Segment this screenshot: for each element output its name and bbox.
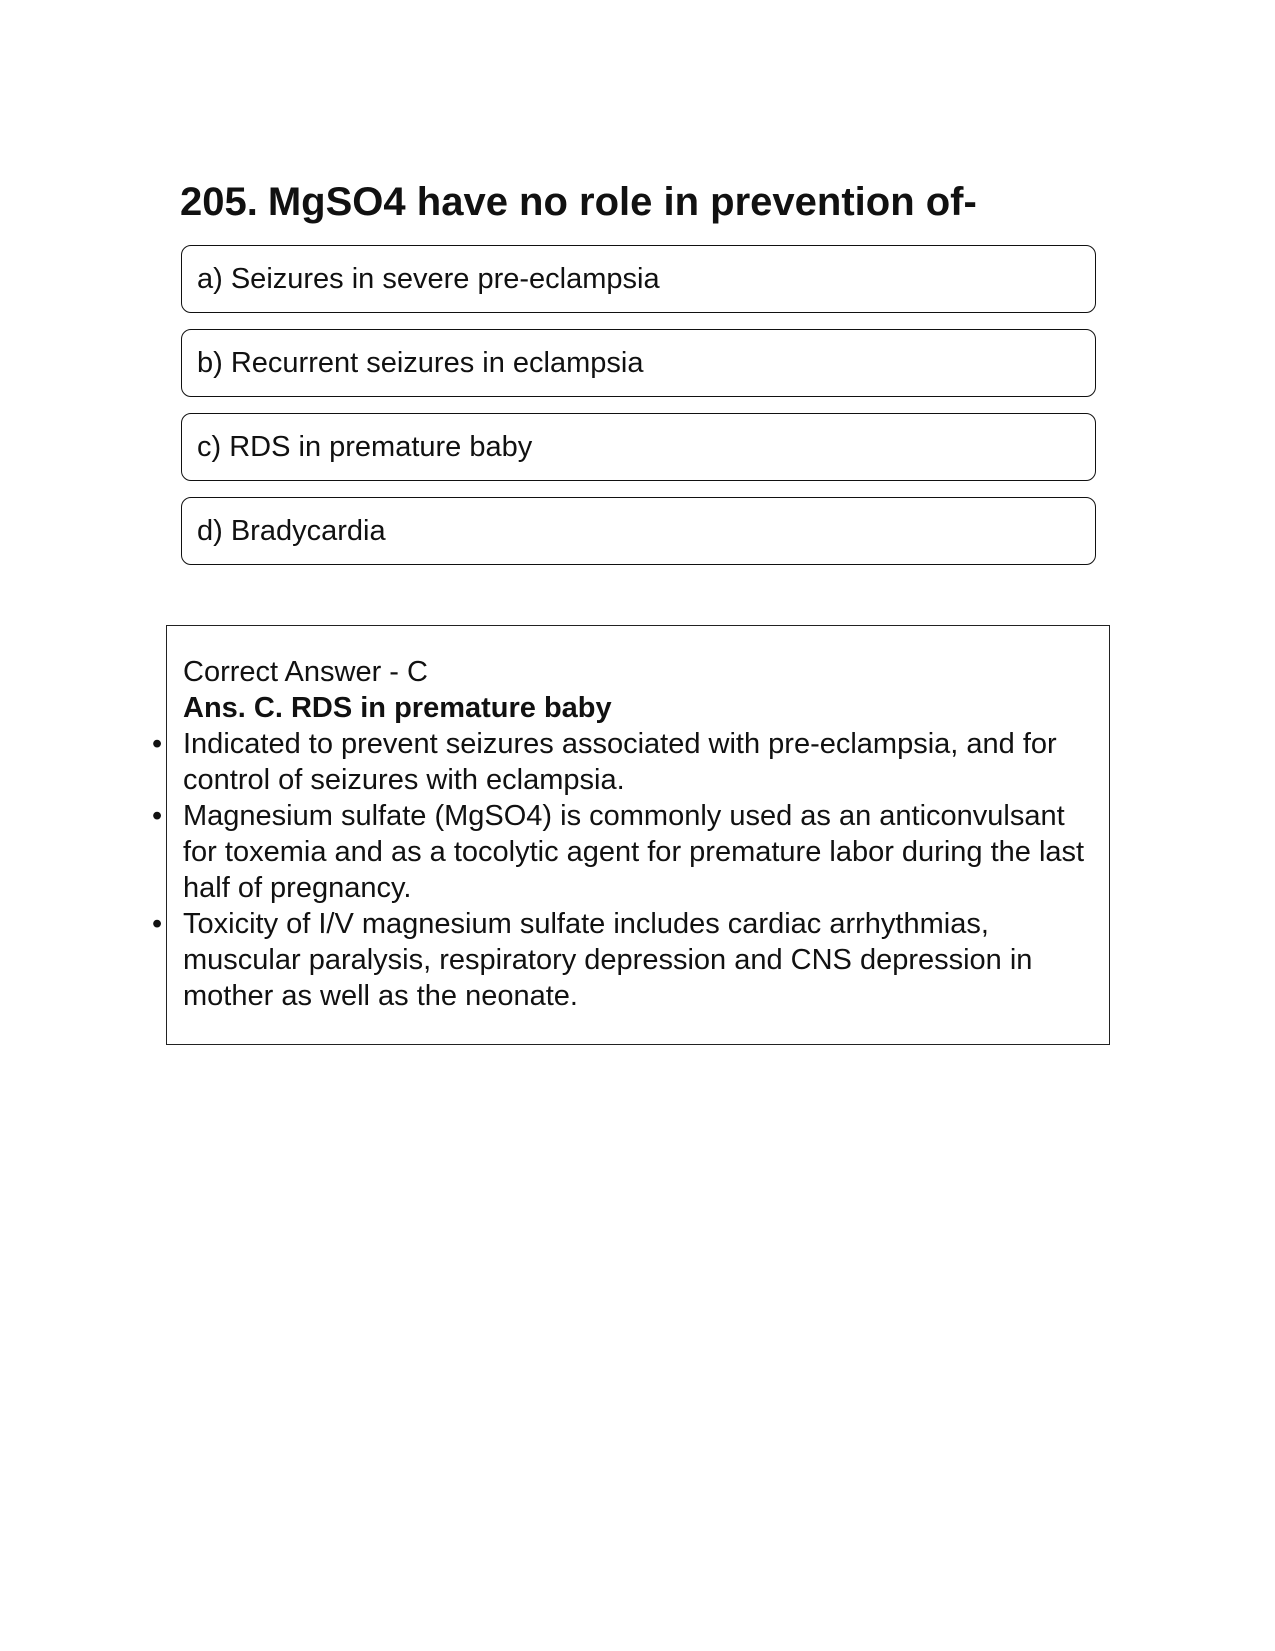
option-b[interactable]: b) Recurrent seizures in eclampsia (181, 329, 1096, 397)
question-number: 205. (180, 180, 258, 224)
bullet-icon: • (152, 728, 163, 760)
explanation-point (152, 906, 1098, 1014)
explanation-points (152, 726, 1098, 1014)
explanation-point (152, 798, 1098, 906)
question-text: MgSO4 have no role in prevention of- (267, 180, 977, 224)
question-heading (180, 176, 1100, 228)
explanation-point (152, 726, 1098, 798)
explanation-point-text: Toxicity of I/V magnesium sulfate includes cardiac arrhythmias, muscular paralysis, respiratory depression and CNS depression in mother as well as the neonate. (183, 908, 1033, 1012)
correct-answer-line: Correct Answer - C (183, 656, 428, 688)
option-d[interactable]: d) Bradycardia (181, 497, 1096, 565)
answer-content (152, 654, 1098, 1014)
option-c[interactable]: c) RDS in premature baby (181, 413, 1096, 481)
option-a[interactable]: a) Seizures in severe pre-eclampsia (181, 245, 1096, 313)
bullet-icon: • (152, 908, 163, 940)
explanation-point-text: Magnesium sulfate (MgSO4) is commonly used as an anticonvulsant for toxemia and as a tocolytic agent for premature labor during the last half of pregnancy. (183, 800, 1085, 904)
answer-heading: Ans. C. RDS in premature baby (183, 692, 612, 724)
bullet-icon: • (152, 800, 163, 832)
answer-explanation-box (152, 625, 1110, 1045)
explanation-point-text: Indicated to prevent seizures associated with pre-eclampsia, and for control of seizures with eclampsia. (183, 728, 1057, 796)
options-list (181, 245, 1096, 581)
